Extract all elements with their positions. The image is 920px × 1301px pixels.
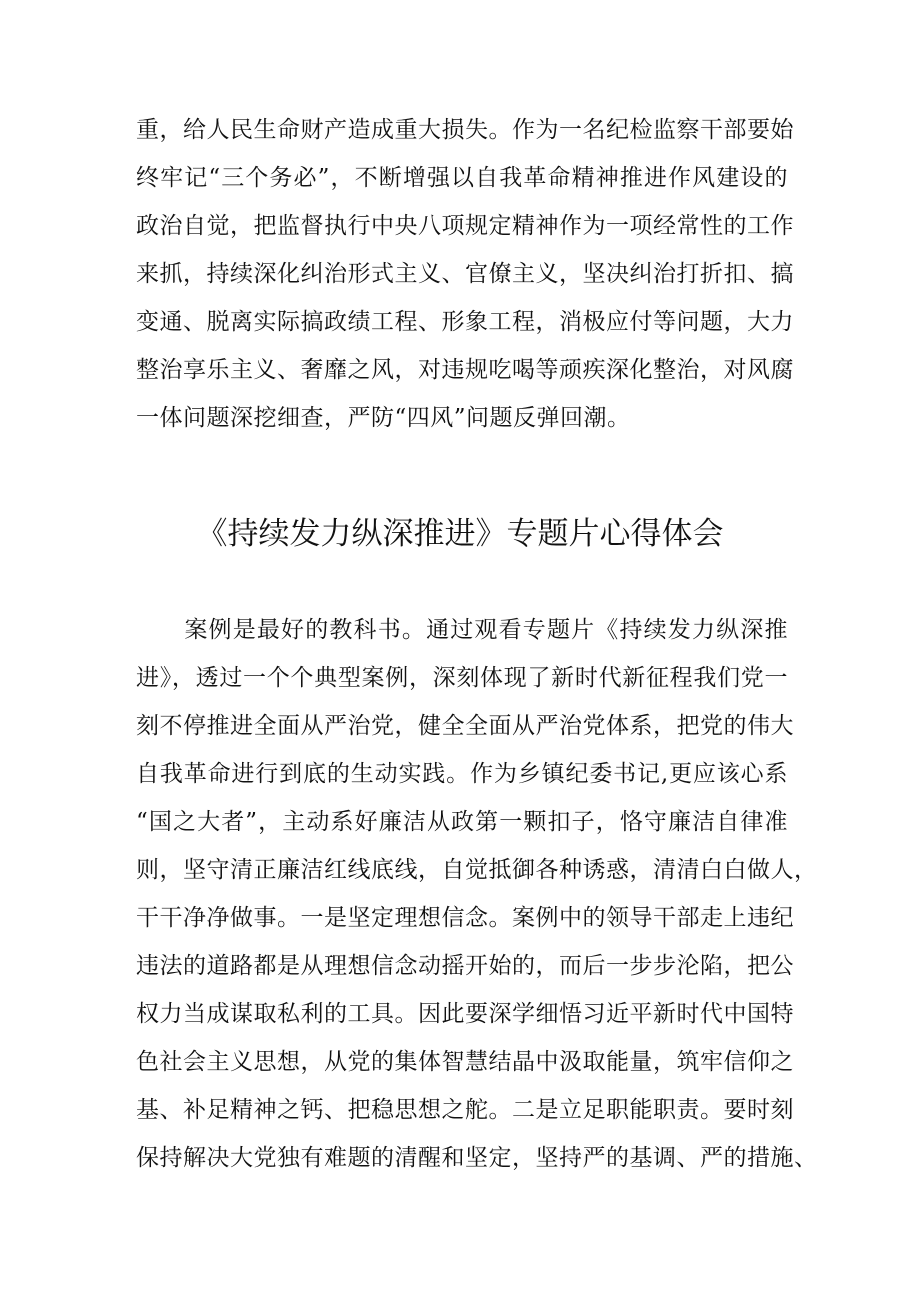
text-line: 基、补足精神之钙、把稳思想之舵。二是立足职能职责。要时刻 [136,1097,794,1123]
text-line: 干干净净做事。一是坚定理想信念。案例中的领导干部走上违纪 [136,905,794,931]
text-line: 权力当成谋取私利的工具。因此要深学细悟习近平新时代中国特 [136,1001,794,1027]
text-line: 一体问题深挖细查，严防“四风”问题反弹回潮。 [136,405,631,431]
paragraph-continued [136,106,794,442]
text-line: 重，给人民生命财产造成重大损失。作为一名纪检监察干部要始 [136,117,794,143]
text-line: 进》，透过一个个典型案例，深刻体现了新时代新征程我们党一 [136,665,788,691]
text-line: 终牢记“三个务必”，不断增强以自我革命精神推进作风建设的 [136,165,788,191]
text-line: 来抓，持续深化纠治形式主义、官僚主义，坚决纠治打折扣、搞 [136,261,794,287]
section-title: 《持续发力纵深推进》专题片心得体会 [196,516,724,552]
text-line: 案例是最好的教科书。通过观看专题片《持续发力纵深推 [136,617,788,643]
text-line: 保持解决大党独有难题的清醒和坚定，坚持严的基调、严的措施、 [136,1145,818,1171]
text-line: 违法的道路都是从理想信念动摇开始的，而后一步步沦陷，把公 [136,953,794,979]
text-line: “国之大者”，主动系好廉洁从政第一颗扣子，恪守廉洁自律准 [136,809,788,835]
text-line: 政治自觉，把监督执行中央八项规定精神作为一项经常性的工作 [136,213,794,239]
paragraph-body [136,606,818,1182]
text-line: 整治享乐主义、奢靡之风，对违规吃喝等顽疾深化整治，对风腐 [136,357,794,383]
text-line: 变通、脱离实际搞政绩工程、形象工程，消极应付等问题，大力 [136,309,794,335]
text-line: 自我革命进行到底的生动实践。作为乡镇纪委书记,更应该心系 [136,761,788,787]
text-line: 色社会主义思想，从党的集体智慧结晶中汲取能量，筑牢信仰之 [136,1049,794,1075]
text-line: 则，坚守清正廉洁红线底线，自觉抵御各种诱惑，清清白白做人， [136,857,818,883]
text-line: 刻不停推进全面从严治党，健全全面从严治党体系，把党的伟大 [136,713,794,739]
